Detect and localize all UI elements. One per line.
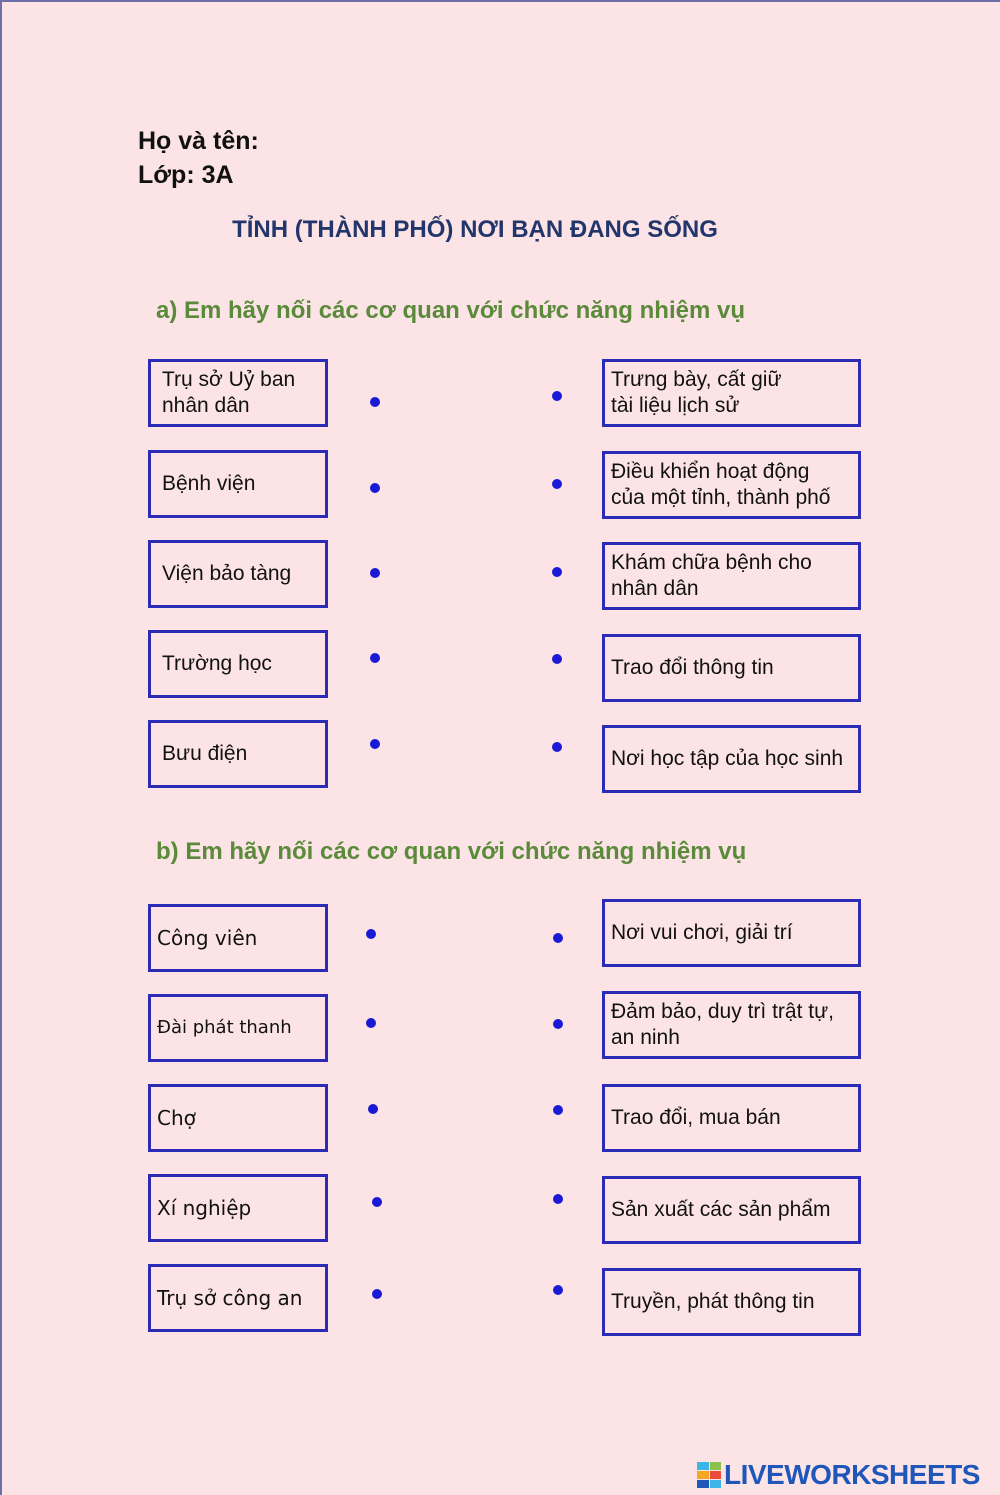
section-a-right-label-1: Trưng bày, cất giữ tài liệu lịch sử — [611, 368, 782, 417]
section-b-right-label-5: Truyền, phát thông tin — [611, 1290, 815, 1313]
section-b-right-box-3[interactable] — [602, 1084, 861, 1152]
section-b-left-label-2: Đài phát thanh — [157, 1017, 292, 1038]
student-name-label: Họ và tên: — [138, 127, 259, 155]
section-a-left-box-5[interactable] — [148, 720, 328, 788]
section-b-left-box-2[interactable] — [148, 994, 328, 1062]
section-b-left-dot-1[interactable] — [366, 929, 376, 939]
section-b-left-box-4[interactable] — [148, 1174, 328, 1242]
section-a-right-box-5[interactable] — [602, 725, 861, 793]
section-a-left-box-1[interactable] — [148, 359, 328, 427]
section-b-right-dot-2[interactable] — [553, 1019, 563, 1029]
section-a-right-box-3[interactable] — [602, 542, 861, 610]
section-a-left-dot-3[interactable] — [370, 568, 380, 578]
section-a-right-label-5: Nơi học tập của học sinh — [611, 747, 844, 770]
liveworksheets-logo — [697, 1459, 980, 1491]
section-b-left-dot-3[interactable] — [368, 1104, 378, 1114]
section-b-right-label-3: Trao đổi, mua bán — [611, 1106, 781, 1129]
section-a-left-label-3: Viện bảo tàng — [162, 562, 292, 585]
section-a-heading: a) Em hãy nối các cơ quan với chức năng nhiệm vụ — [156, 297, 745, 324]
section-b-left-box-5[interactable] — [148, 1264, 328, 1332]
section-a-left-label-5: Bưu điện — [162, 742, 248, 765]
section-a-left-label-1: Trụ sở Uỷ ban nhân dân — [162, 368, 296, 417]
section-b-right-label-1: Nơi vui chơi, giải trí — [611, 921, 793, 944]
section-b-right-box-2[interactable] — [602, 991, 861, 1059]
section-b-left-label-4: Xí nghiệp — [157, 1196, 252, 1220]
section-a-right-dot-4[interactable] — [552, 654, 562, 664]
section-b-heading: b) Em hãy nối các cơ quan với chức năng nhiệm vụ — [156, 838, 747, 865]
section-b-left-box-3[interactable] — [148, 1084, 328, 1152]
section-a-left-dot-1[interactable] — [370, 397, 380, 407]
section-b-left-dot-4[interactable] — [372, 1197, 382, 1207]
section-a-right-box-4[interactable] — [602, 634, 861, 702]
section-b-left-label-1: Công viên — [157, 926, 258, 950]
section-a-right-dot-2[interactable] — [552, 479, 562, 489]
section-a-right-dot-1[interactable] — [552, 391, 562, 401]
section-a-left-label-4: Trường học — [162, 652, 272, 675]
page-border-top — [0, 0, 1000, 2]
section-b-right-box-1[interactable] — [602, 899, 861, 967]
section-b-right-box-4[interactable] — [602, 1176, 861, 1244]
section-b-left-label-3: Chợ — [157, 1106, 196, 1130]
section-b-right-dot-5[interactable] — [553, 1285, 563, 1295]
section-b-left-box-1[interactable] — [148, 904, 328, 972]
section-a-right-box-1[interactable] — [602, 359, 861, 427]
liveworksheets-logo-text: LIVEWORKSHEETS — [724, 1459, 980, 1490]
section-b-right-dot-1[interactable] — [553, 933, 563, 943]
class-label: Lớp: 3A — [138, 161, 234, 189]
section-a-left-dot-5[interactable] — [370, 739, 380, 749]
section-b-right-label-2: Đảm bảo, duy trì trật tự, an ninh — [611, 1000, 834, 1049]
section-a-right-box-2[interactable] — [602, 451, 861, 519]
section-b-right-label-4: Sản xuất các sản phẩm — [611, 1198, 831, 1221]
section-a-left-dot-4[interactable] — [370, 653, 380, 663]
section-a-left-label-2: Bệnh viện — [162, 472, 256, 495]
section-b-right-dot-4[interactable] — [553, 1194, 563, 1204]
section-b-right-box-5[interactable] — [602, 1268, 861, 1336]
page-title: TỈNH (THÀNH PHỐ) NƠI BẠN ĐANG SỐNG — [232, 216, 718, 243]
section-a-left-box-3[interactable] — [148, 540, 328, 608]
section-a-left-box-2[interactable] — [148, 450, 328, 518]
section-a-right-label-2: Điều khiển hoạt động của một tỉnh, thành phố — [611, 460, 831, 509]
section-a-right-dot-5[interactable] — [552, 742, 562, 752]
section-a-right-dot-3[interactable] — [552, 567, 562, 577]
section-a-left-dot-2[interactable] — [370, 483, 380, 493]
section-a-right-label-3: Khám chữa bệnh cho nhân dân — [611, 551, 812, 600]
section-b-right-dot-3[interactable] — [553, 1105, 563, 1115]
section-a-right-label-4: Trao đổi thông tin — [611, 656, 774, 679]
section-a-left-box-4[interactable] — [148, 630, 328, 698]
liveworksheets-logo-icon — [697, 1462, 721, 1488]
section-b-left-dot-2[interactable] — [366, 1018, 376, 1028]
section-b-left-label-5: Trụ sở công an — [157, 1286, 303, 1310]
section-b-left-dot-5[interactable] — [372, 1289, 382, 1299]
